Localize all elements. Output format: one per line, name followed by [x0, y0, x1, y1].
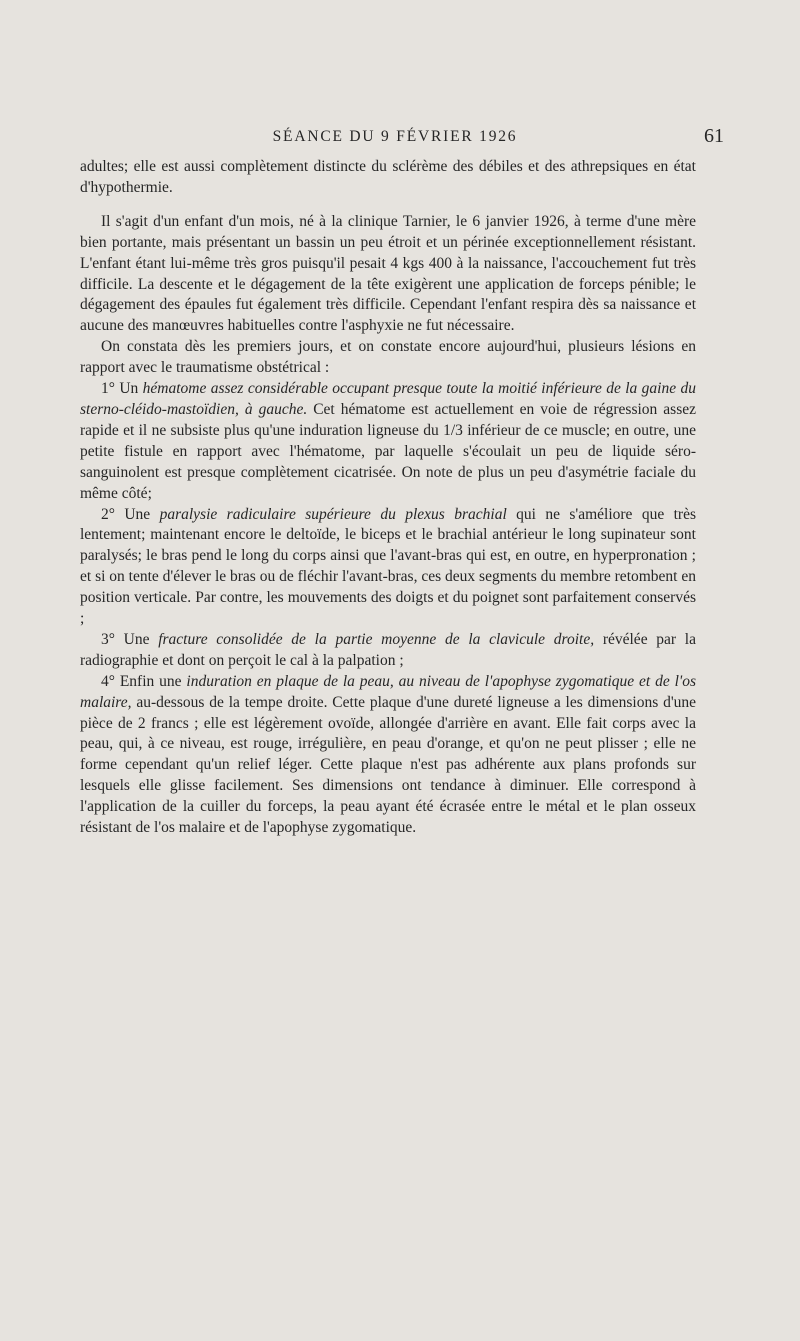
paragraph-case-description: [80, 212, 696, 337]
text-segment: révélée par la radiographie et dont on perçoit le cal à la palpation ;: [80, 630, 696, 669]
text-segment: Il s'agit d'un enfant d'un mois, né à la clinique Tarnier, le 6 janvier 1926, à terme d'une mère bien portante, mais présentant un bassin un peu étroit et un périnée exceptionnellement résistant. L'enfant étant lui-même très gros puisqu'il pesait 4 kgs 400 à la naissance, l'accouchement fut très difficile. La descente et le dégagement de la tête exigèrent une application de forceps pénible; le dégagement des épaules fut également très difficile. Cependant l'enfant respira dès sa naissance et aucune des manœuvres habituelles contre l'asphyxie ne fut nécessaire.: [80, 212, 696, 335]
running-header: [80, 125, 724, 152]
paragraph-lesion-4: [80, 672, 696, 839]
text-segment: 2° Une: [101, 505, 160, 523]
text-segment: 1° Un: [101, 380, 143, 398]
text-segment: qui ne s'améliore que très lentement; maintenant encore le deltoïde, le biceps et le brachial antérieur le long supinateur sont paralysés; le bras pend le long du corps ainsi que l'avant-bras qui est, en outre, en hyperpronation ; et si on tente d'élever le bras ou de fléchir l'avant-bras, ces deux segments du membre retombent en position verticale. Par contre, les mouvements des doigts et du poignet sont parfaitement conservés ;: [80, 505, 696, 628]
paragraph-continuation: [80, 157, 696, 199]
running-title: SÉANCE DU 9 FÉVRIER 1926: [272, 128, 518, 145]
text-segment: On constata dès les premiers jours, et on constate encore aujourd'hui, plusieurs lésions en rapport avec le traumatisme obstétrical :: [80, 338, 696, 377]
paragraph-lesion-1: [80, 379, 696, 504]
text-segment: 4° Enfin une: [101, 672, 187, 690]
body-text: [80, 157, 696, 839]
text-segment: 3° Une: [101, 630, 159, 648]
text-segment: adultes; elle est aussi complètement distincte du sclérème des débiles et des athrepsiques en état d'hypothermie.: [80, 158, 696, 196]
paragraph-lesions-intro: [80, 337, 696, 379]
paragraph-lesion-2: [80, 505, 696, 630]
italic-segment: paralysie radiculaire supérieure du plexus brachial: [159, 505, 507, 523]
italic-segment: fracture consolidée de la partie moyenne de la clavicule droite,: [158, 630, 595, 648]
italic-segment: hématome assez considérable occupant presque toute la moitié inférieure de la gaine du sterno-cléido-mastoïdien, à gauche.: [80, 380, 696, 418]
paragraph-lesion-3: [80, 630, 696, 672]
text-segment: Cet hématome est actuellement en voie de régression assez rapide et il ne subsiste plus qu'une induration ligneuse du 1/3 inférieur de ce muscle; en outre, une petite fistule en rapport avec l'hématome, par laquelle s'écoulait un peu de liquide séro-sanguinolent est presque complètement cicatrisée. On note de plus un peu d'asymétrie faciale du même côté;: [80, 400, 696, 502]
text-segment: au-dessous de la tempe droite. Cette plaque d'une dureté ligneuse a les dimensions d'une pièce de 2 francs ; elle est légèrement ovoïde, allongée d'arrière en avant. Elle fait corps avec la peau, qui, à ce niveau, est rouge, irrégulière, en peau d'orange, et qu'on ne peut plisser ; elle ne forme cependant qu'un relief léger. Cette plaque n'est pas adhérente aux plans profonds sur lesquels elle glisse facilement. Ses dimensions ont tendance à diminuer. Elle correspond à l'application de la cuiller du forceps, la peau ayant été écrasée entre le métal et le plan osseux résistant de l'os malaire et de l'apophyse zygomatique.: [80, 693, 696, 837]
italic-segment: induration en plaque de la peau, au niveau de l'apophyse zygomatique et de l'os malaire,: [80, 672, 697, 711]
page-number: 61: [704, 125, 724, 147]
